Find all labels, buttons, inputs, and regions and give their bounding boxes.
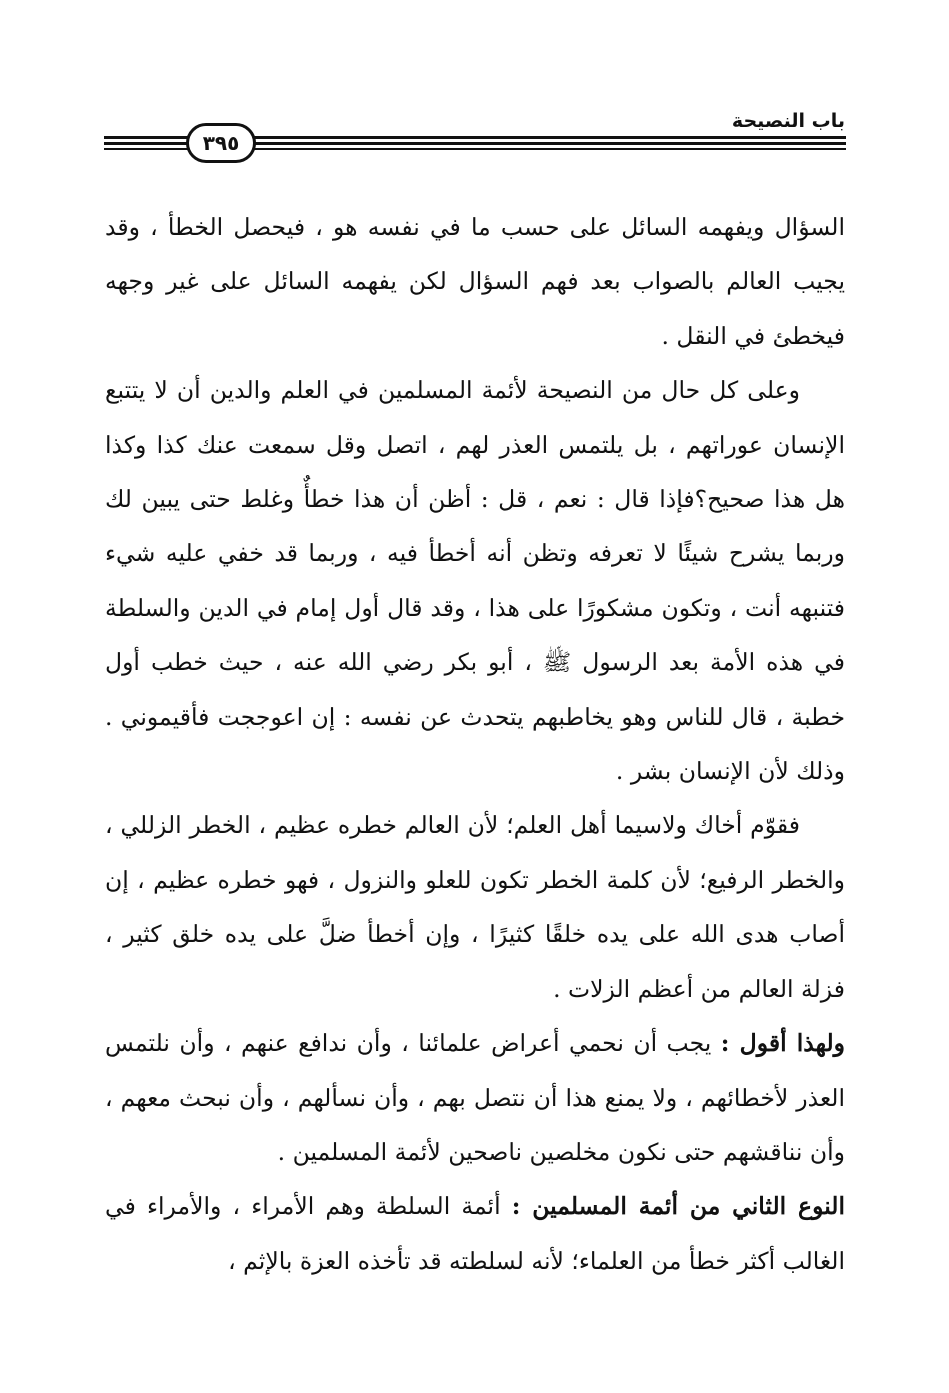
rule-line-right-bottom [254, 148, 846, 150]
paragraph-4 [105, 1016, 845, 1179]
paragraph-5 [105, 1179, 845, 1288]
rule-line-right-top [254, 136, 846, 139]
paragraph-1: السؤال ويفهمه السائل على حسب ما في نفسه هو ، فيحصل الخطأ ، وقد يجيب العالم بالصواب بعد فهم السؤال لكن يفهمه السائل على غير وجهه فيخطئ في النقل . [105, 213, 845, 350]
paragraph-4-lead: ولهذا أقول : [720, 1029, 845, 1058]
paragraph-3: فقوّم أخاك ولاسيما أهل العلم؛ لأن العالم خطره عظيم ، الخطر الزللي ، والخطر الرفيع؛ لأن كلمة الخطر تكون للعلو والنزول ، فهو خطره عظيم ، إن أصاب هدى الله على يده خلقًا كثيرًا ، وإن أخطأ ضلَّ على يده خلق كثير ، فزلة العالم من أعظم الزلات . [105, 811, 845, 1003]
rule-line-right-mid [254, 142, 846, 145]
rule-line-left-mid [104, 142, 188, 145]
paragraph-5-lead: النوع الثاني من أئمة المسلمين : [511, 1192, 845, 1221]
paragraph-2: وعلى كل حال من النصيحة لأئمة المسلمين في العلم والدين أن لا يتتبع الإنسان عوراتهم ، بل يلتمس العذر لهم ، اتصل وقل سمعت عنك كذا وكذا هل هذا صحيح؟فإذا قال : نعم ، قل : أظن أن هذا خطأٌ وغلط حتى يبين لك وربما يشرح شيئًا لا تعرفه وتظن أنه أخطأ فيه ، وربما قد خفي عليه شيء فتنبهه أنت ، وتكون مشكورًا على هذا ، وقد قال أول إمام في الدين والسلطة في هذه الأمة بعد الرسول ﷺ ، أبو بكر رضي الله عنه ، حيث خطب أول خطبة ، قال للناس وهو يخاطبهم يتحدث عن نفسه : إن اعوججت فأقيموني . وذلك لأن الإنسان بشر . [105, 376, 845, 786]
body-text [105, 200, 845, 1288]
paragraph-4-text: يجب أن نحمي أعراض علمائنا ، وأن ندافع عنهم ، وأن نلتمس العذر لأخطائهم ، ولا يمنع هذا أن نتصل بهم ، وأن نسألهم ، وأن نبحث معهم ، وأن نناقشهم حتى نكون مخلصين ناصحين لأئمة المسلمين . [105, 1029, 845, 1166]
page-number: ٣٩٥ [186, 123, 256, 163]
rule-line-left-bottom [104, 148, 188, 150]
paragraph-5-text: أئمة السلطة وهم الأمراء ، والأمراء في الغالب أكثر خطأ من العلماء؛ لأنه لسلطته قد تأخذه العزة بالإثم ، [105, 1192, 845, 1275]
rule-line-left-top [104, 136, 188, 139]
running-title: باب النصيحة [731, 110, 845, 132]
